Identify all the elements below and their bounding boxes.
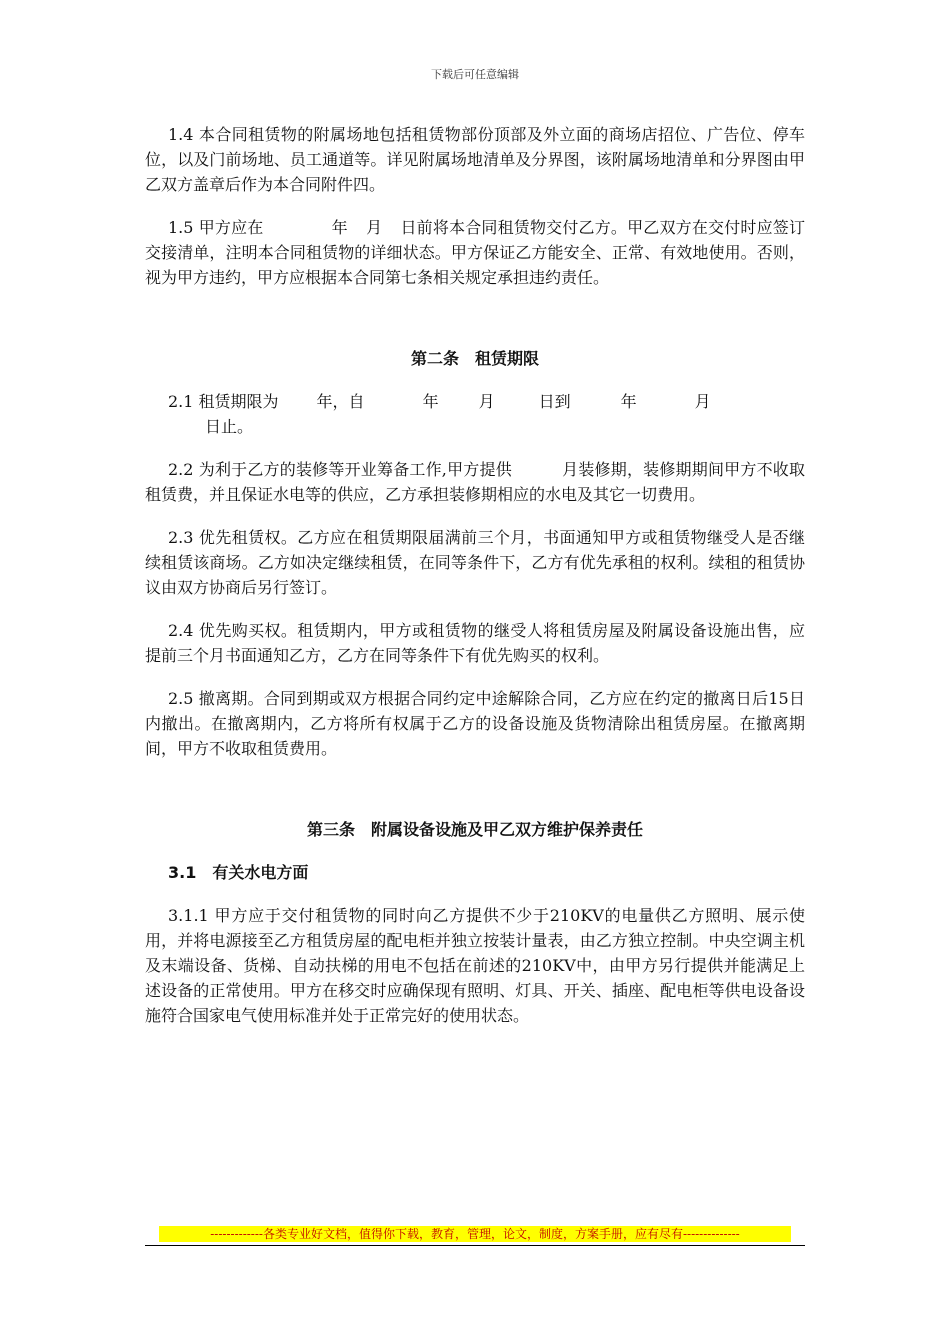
clause-1-5-month: 月	[365, 218, 383, 237]
clause-2-1-end-month: 月	[694, 392, 711, 411]
clause-1-5-year: 年	[331, 218, 348, 237]
subsection-3-1-title: 3.1 有关水电方面	[168, 863, 309, 882]
clause-2-1	[145, 389, 805, 439]
clause-2-2-rest: 月装修期，装修期期间甲方不收取租赁费，并且保证水电等的供应，乙方承担装修期相应的水电及其它一切费用。	[145, 460, 805, 504]
clause-2-2	[145, 457, 805, 507]
clause-3-1-1: 3.1.1 甲方应于交付租赁物的同时向乙方提供不少于210KV的电量供乙方照明、展示使用，并将电源接至乙方租赁房屋的配电柜并独立按装计量表，由乙方独立控制。中央空调主机及末端设备、货梯、自动扶梯的用电不包括在前述的210KV中，由甲方另行提供并能满足上述设备的正常使用。甲方在移交时应确保现有照明、灯具、开关、插座、配电柜等供电设备设施符合国家电气使用标准并处于正常完好的使用状态。	[145, 906, 805, 1025]
clause-2-1-row1	[145, 389, 805, 414]
clause-2-1-lead: 2.1 租赁期限为	[168, 392, 279, 411]
clause-1-5-rest: 日前将本合同租赁物交付乙方。甲乙双方在交付时应签订交接清单，注明本合同租赁物的详细状态。甲方保证乙方能安全、正常、有效地使用。否则，视为甲方违约，甲方应根据本合同第七条相关规定承担违约责任。	[145, 218, 805, 287]
clause-2-5: 2.5 撤离期。合同到期或双方根据合同约定中途解除合同，乙方应在约定的撤离日后15日内撤出。在撤离期内，乙方将所有权属于乙方的设备设施及货物清除出租赁房屋。在撤离期间，甲方不收取租赁费用。	[145, 689, 805, 758]
article-2-title: 第二条 租赁期限	[410, 349, 539, 368]
clause-2-1-end: 日止。	[205, 417, 254, 436]
clause-2-1-start-year: 年	[422, 392, 439, 411]
page-header: 下载后可任意编辑	[431, 68, 519, 81]
clause-1-4: 1.4 本合同租赁物的附属场地包括租赁物部份顶部及外立面的商场店招位、广告位、停车位，以及门前场地、员工通道等。详见附属场地清单及分界图，该附属场地清单和分界图由甲乙双方盖章后作为本合同附件四。	[145, 125, 805, 194]
clause-2-3: 2.3 优先租赁权。乙方应在租赁期限届满前三个月，书面通知甲方或租赁物继受人是否继续租赁该商场。乙方如决定继续租赁，在同等条件下，乙方有优先承租的权利。续租的租赁协议由双方协商后另行签订。	[145, 528, 805, 597]
clause-2-2-lead: 2.2 为利于乙方的装修等开业筹备工作,甲方提供	[168, 460, 512, 479]
footer-banner: -------------各类专业好文档，值得你下载，教育，管理，论文，制度，方案手册，应有尽有--------------	[159, 1226, 791, 1242]
clause-2-1-years-from: 年，自	[316, 392, 365, 411]
clause-2-1-end-year: 年	[620, 392, 637, 411]
clause-2-1-start-month: 月	[478, 392, 495, 411]
article-3-title: 第三条 附属设备设施及甲乙双方维护保养责任	[306, 820, 643, 839]
footer-rule	[145, 1245, 805, 1246]
document-body	[145, 122, 805, 1046]
clause-1-5	[145, 215, 805, 290]
clause-1-5-lead: 1.5 甲方应在	[168, 218, 264, 237]
clause-2-4: 2.4 优先购买权。租赁期内，甲方或租赁物的继受人将租赁房屋及附属设备设施出售，应提前三个月书面通知乙方，乙方在同等条件下有优先购买的权利。	[145, 621, 805, 665]
clause-2-1-start-day: 日到	[538, 392, 571, 411]
